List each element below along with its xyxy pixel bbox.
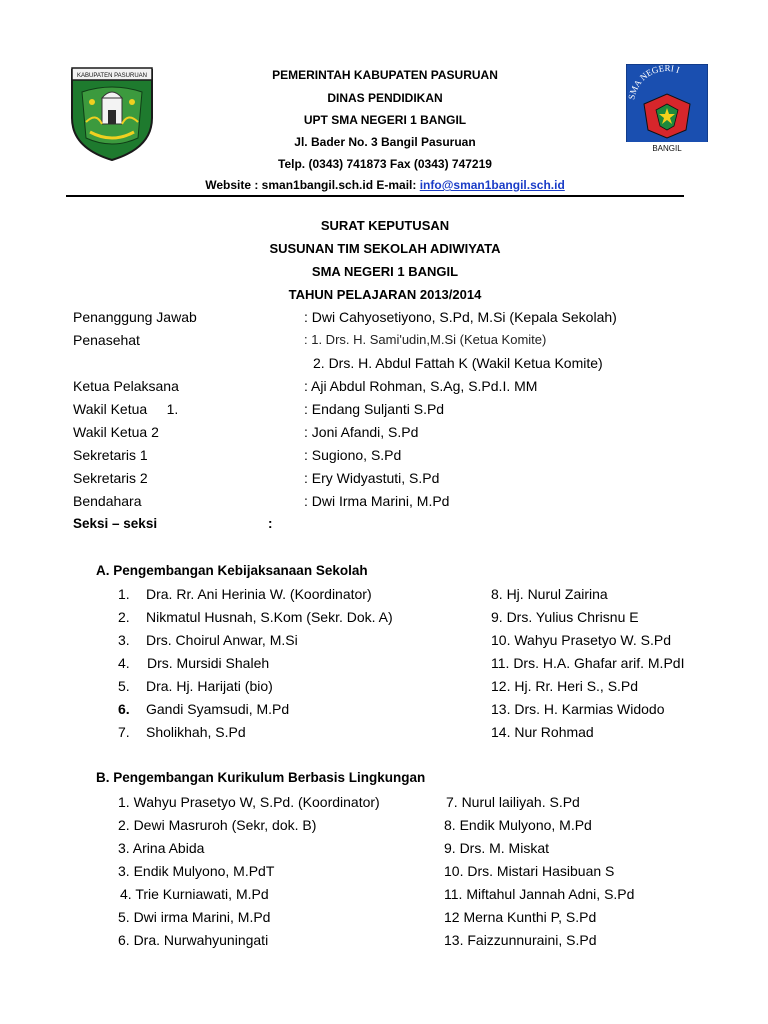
doc-title-1: SURAT KEPUTUSAN [320, 218, 450, 233]
list-number: 6. [118, 701, 130, 717]
role-value: : Dwi Cahyosetiyono, S.Pd, M.Si (Kepala Sekolah) [304, 309, 617, 325]
list-item: 3. Arina Abida [118, 840, 205, 856]
list-item [118, 655, 269, 671]
section-b-title: B. Pengembangan Kurikulum Berbasis Lingkungan [96, 770, 426, 785]
doc-title-2: SUSUNAN TIM SEKOLAH ADIWIYATA [269, 241, 501, 256]
list-item [118, 701, 289, 717]
section-a-title: A. Pengembangan Kebijaksanaan Sekolah [96, 563, 368, 578]
header-government: PEMERINTAH KABUPATEN PASURUAN [272, 68, 498, 82]
role-label: Wakil Ketua 1. [73, 401, 179, 417]
header-school: UPT SMA NEGERI 1 BANGIL [303, 113, 467, 127]
list-number: 7. [118, 724, 130, 740]
list-name: Drs. Choirul Anwar, M.Si [146, 632, 298, 648]
list-item: 4. Trie Kurniawati, M.Pd [120, 886, 269, 902]
doc-title-3: SMA NEGERI 1 BANGIL [311, 264, 459, 279]
svg-text:KABUPATEN PASURUAN: KABUPATEN PASURUAN [76, 73, 148, 79]
role-value: : Sugiono, S.Pd [304, 447, 402, 463]
list-item: 2. Dewi Masruroh (Sekr, dok. B) [118, 817, 317, 833]
role-label: Wakil Ketua 2 [73, 424, 159, 440]
role-value: : Ery Widyastuti, S.Pd [304, 470, 440, 486]
header-website-line [190, 178, 580, 192]
list-item: 9. Drs. M. Miskat [444, 840, 550, 856]
header-website: Website : sman1bangil.sch.id E-mail: [205, 178, 420, 192]
header-phone: Telp. (0343) 741873 Fax (0343) 747219 [278, 157, 492, 171]
seksi-colon: : [268, 516, 273, 531]
list-name: Sholikhah, S.Pd [146, 724, 246, 740]
doc-title-4: TAHUN PELAJARAN 2013/2014 [288, 287, 482, 302]
svg-text:BANGIL: BANGIL [652, 144, 682, 153]
header-divider [66, 195, 684, 197]
list-number: 1. [118, 586, 130, 602]
list-name: Gandi Syamsudi, M.Pd [146, 701, 290, 717]
list-item: 12. Hj. Rr. Heri S., S.Pd [491, 678, 639, 694]
list-item [118, 632, 298, 648]
list-number: 5. [118, 678, 130, 694]
list-item: 13. Drs. H. Karmias Widodo [491, 701, 665, 717]
role-label: Sekretaris 1 [73, 447, 148, 463]
list-name: Dra. Hj. Harijati (bio) [146, 678, 273, 694]
list-item: 12 Merna Kunthi P, S.Pd [444, 909, 597, 925]
list-item: 5. Dwi irma Marini, M.Pd [118, 909, 271, 925]
list-item: 3. Endik Mulyono, M.PdT [118, 863, 275, 879]
list-item: 10. Drs. Mistari Hasibuan S [444, 863, 615, 879]
header-department: DINAS PENDIDIKAN [327, 91, 443, 105]
list-name: Dra. Rr. Ani Herinia W. (Koordinator) [146, 586, 372, 602]
list-name: Nikmatul Husnah, S.Kom (Sekr. Dok. A) [146, 609, 393, 625]
list-item [118, 678, 273, 694]
list-item: 14. Nur Rohmad [491, 724, 594, 740]
list-number: 4. [118, 655, 130, 671]
list-item: 11. Drs. H.A. Ghafar arif. M.PdI [491, 655, 685, 671]
seksi-label: Seksi – seksi [73, 516, 158, 531]
svg-text:SMA NEGERI I: SMA NEGERI I [626, 64, 682, 101]
role-value: : Joni Afandi, S.Pd [304, 424, 419, 440]
role-value: : Aji Abdul Rohman, S.Ag, S.Pd.I. MM [304, 378, 538, 394]
list-item [118, 724, 246, 740]
header-address: Jl. Bader No. 3 Bangil Pasuruan [294, 135, 476, 149]
role-label: Ketua Pelaksana [73, 378, 179, 394]
kabupaten-pasuruan-logo [66, 62, 158, 162]
list-item [118, 609, 393, 625]
role-value: 2. Drs. H. Abdul Fattah K (Wakil Ketua Komite) [313, 355, 603, 371]
list-item: 7. Nurul lailiyah. S.Pd [446, 794, 580, 810]
role-value: : Dwi Irma Marini, M.Pd [304, 493, 450, 509]
list-item: 13. Faizzunnuraini, S.Pd [444, 932, 597, 948]
email-link[interactable]: info@sman1bangil.sch.id [419, 178, 565, 192]
list-item: 1. Wahyu Prasetyo W, S.Pd. (Koordinator) [118, 794, 380, 810]
role-label: Sekretaris 2 [73, 470, 148, 486]
list-item: 8. Endik Mulyono, M.Pd [444, 817, 592, 833]
list-name: Drs. Mursidi Shaleh [147, 655, 270, 671]
list-item: 10. Wahyu Prasetyo W. S.Pd [491, 632, 672, 648]
list-number: 2. [118, 609, 130, 625]
list-item: 6. Dra. Nurwahyuningati [118, 932, 269, 948]
list-item: 8. Hj. Nurul Zairina [491, 586, 608, 602]
role-label: Penasehat [73, 332, 140, 348]
list-item: 11. Miftahul Jannah Adni, S.Pd [444, 886, 635, 902]
role-value: : 1. Drs. H. Sami'udin,M.Si (Ketua Komite) [304, 332, 547, 347]
role-label: Bendahara [73, 493, 142, 509]
list-number: 3. [118, 632, 130, 648]
sma-negeri-1-bangil-logo [626, 64, 708, 154]
list-item: 9. Drs. Yulius Chrisnu E [491, 609, 639, 625]
role-value: : Endang Suljanti S.Pd [304, 401, 445, 417]
list-item [118, 586, 372, 602]
role-label: Penanggung Jawab [73, 309, 197, 325]
